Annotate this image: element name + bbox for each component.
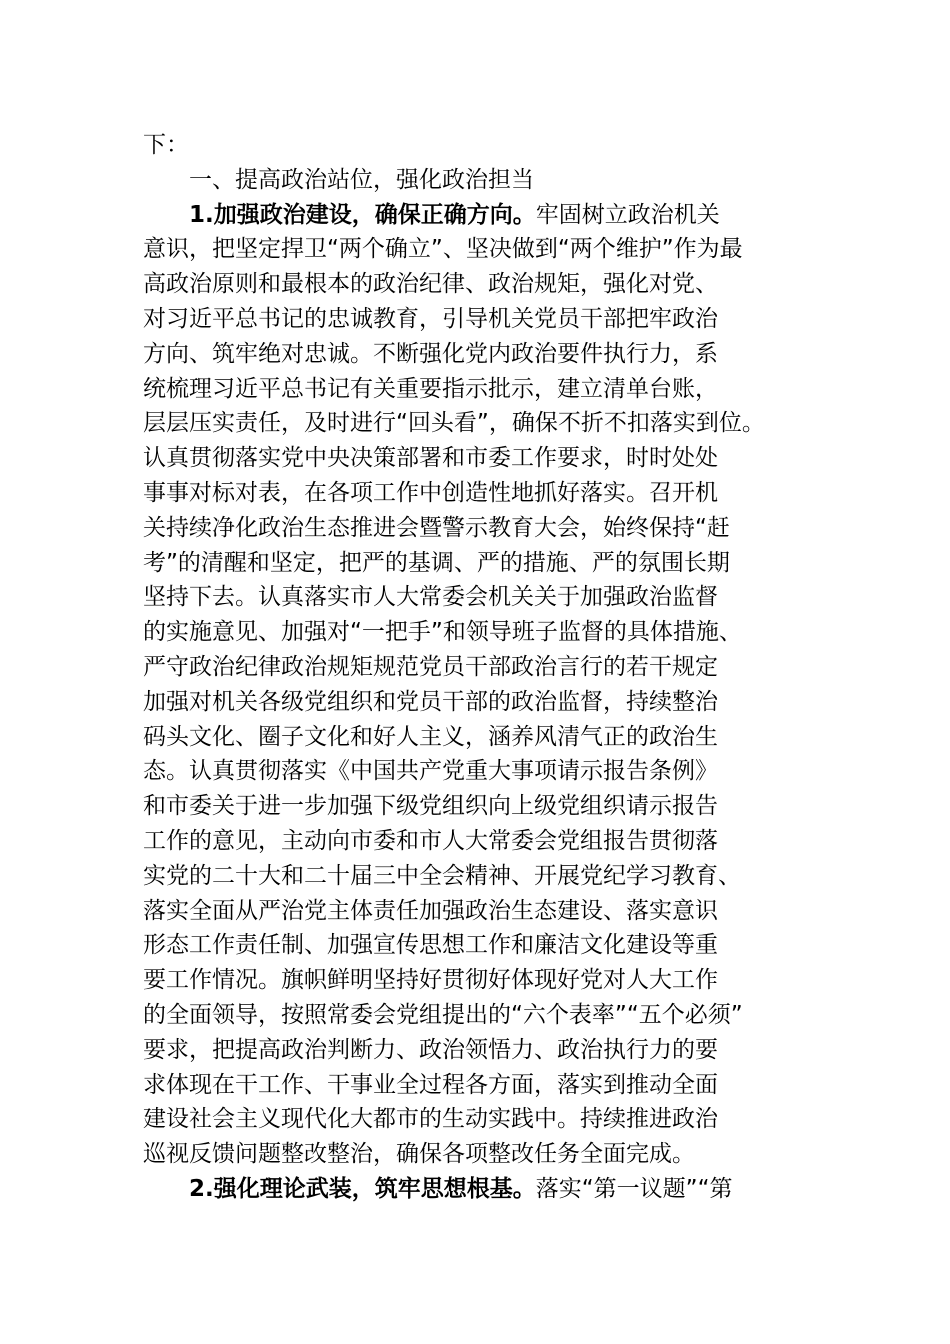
text-line [143,685,823,720]
text-line [143,232,823,267]
line-text: 牢固树立政治机关 [535,201,720,228]
line-text: 和市委关于进一步加强下级党组织向上级党组织请示报告 [143,793,718,820]
line-text: 建设社会主义现代化大都市的生动实践中。持续推进政治 [143,1106,718,1133]
line-text: 码头文化、圈子文化和好人主义，涵养风清气正的政治生 [143,723,718,750]
text-line [143,302,823,337]
line-text: 意识，把坚定捍卫“两个确立”、坚决做到“两个维护”作为最 [143,236,743,263]
text-line [143,1102,823,1137]
text-line [143,1033,823,1068]
line-text: 落实“第一议题”“第 [535,1175,733,1202]
text-line [143,406,823,441]
text-line [143,963,823,998]
subsection-heading: 1.加强政治建设，确保正确方向。 [189,201,536,228]
text-line [143,267,823,302]
line-text: 认真贯彻落实党中央决策部署和市委工作要求，时时处处 [143,445,718,472]
text-line [143,372,823,407]
text-line [143,580,823,615]
line-text: 加强对机关各级党组织和党员干部的政治监督，持续整治 [143,688,718,715]
line-text: 形态工作责任制、加强宣传思想工作和廉洁文化建设等重 [143,932,718,959]
line-text: 的实施意见、加强对“一把手”和领导班子监督的具体措施、 [143,619,742,646]
text-line [143,441,823,476]
line-text: 考”的清醒和坚定，把严的基调、严的措施、严的氛围长期 [143,549,730,576]
text-line [143,928,823,963]
text-line [143,615,823,650]
text-line [143,720,823,755]
text-line [143,476,823,511]
text-line [143,859,823,894]
text-line [143,1137,823,1172]
text-line [143,128,823,163]
document-body [143,128,823,1207]
text-line [143,754,823,789]
line-text: 一、提高政治站位，强化政治担当 [189,166,534,193]
line-text: 关持续净化政治生态推进会暨警示教育大会，始终保持“赶 [143,514,730,541]
line-text: 严守政治纪律政治规矩规范党员干部政治言行的若干规定 [143,653,718,680]
line-text: 方向、筑牢绝对忠诚。不断强化党内政治要件执行力，系 [143,340,718,367]
paragraph-start [143,198,823,233]
line-text: 下： [143,132,189,158]
line-text: 工作的意见，主动向市委和市人大常委会党组报告贯彻落 [143,827,718,854]
line-text: 求体现在干工作、干事业全过程各方面，落实到推动全面 [143,1071,718,1098]
line-text: 巡视反馈问题整改整治，确保各项整改任务全面完成。 [143,1141,695,1168]
text-line [143,337,823,372]
line-text: 对习近平总书记的忠诚教育，引导机关党员干部把牢政治 [143,305,718,332]
text-line [143,824,823,859]
line-text: 落实全面从严治党主体责任加强政治生态建设、落实意识 [143,897,718,924]
paragraph-start [143,1172,823,1207]
line-text: 要求，把提高政治判断力、政治领悟力、政治执行力的要 [143,1036,718,1063]
text-line [143,998,823,1033]
text-line [143,511,823,546]
line-text: 实党的二十大和二十届三中全会精神、开展党纪学习教育、 [143,862,741,889]
text-line [143,546,823,581]
line-text: 统梳理习近平总书记有关重要指示批示，建立清单台账， [143,375,718,402]
text-line [143,1068,823,1103]
line-text: 要工作情况。旗帜鲜明坚持好贯彻好体现好党对人大工作 [143,967,718,994]
subsection-heading: 2.强化理论武装，筑牢思想根基。 [189,1175,536,1202]
section-heading [143,163,823,198]
line-text: 层层压实责任，及时进行“回头看”，确保不折不扣落实到位。 [143,410,765,437]
line-text: 的全面领导，按照常委会党组提出的“六个表率”“五个必须” [143,1001,743,1028]
text-line [143,789,823,824]
line-text: 事事对标对表，在各项工作中创造性地抓好落实。召开机 [143,479,718,506]
text-line [143,894,823,929]
text-line [143,650,823,685]
line-text: 坚持下去。认真落实市人大常委会机关关于加强政治监督 [143,584,718,611]
line-text: 高政治原则和最根本的政治纪律、政治规矩，强化对党、 [143,271,718,298]
line-text: 态。认真贯彻落实《中国共产党重大事项请示报告条例》 [143,758,718,785]
